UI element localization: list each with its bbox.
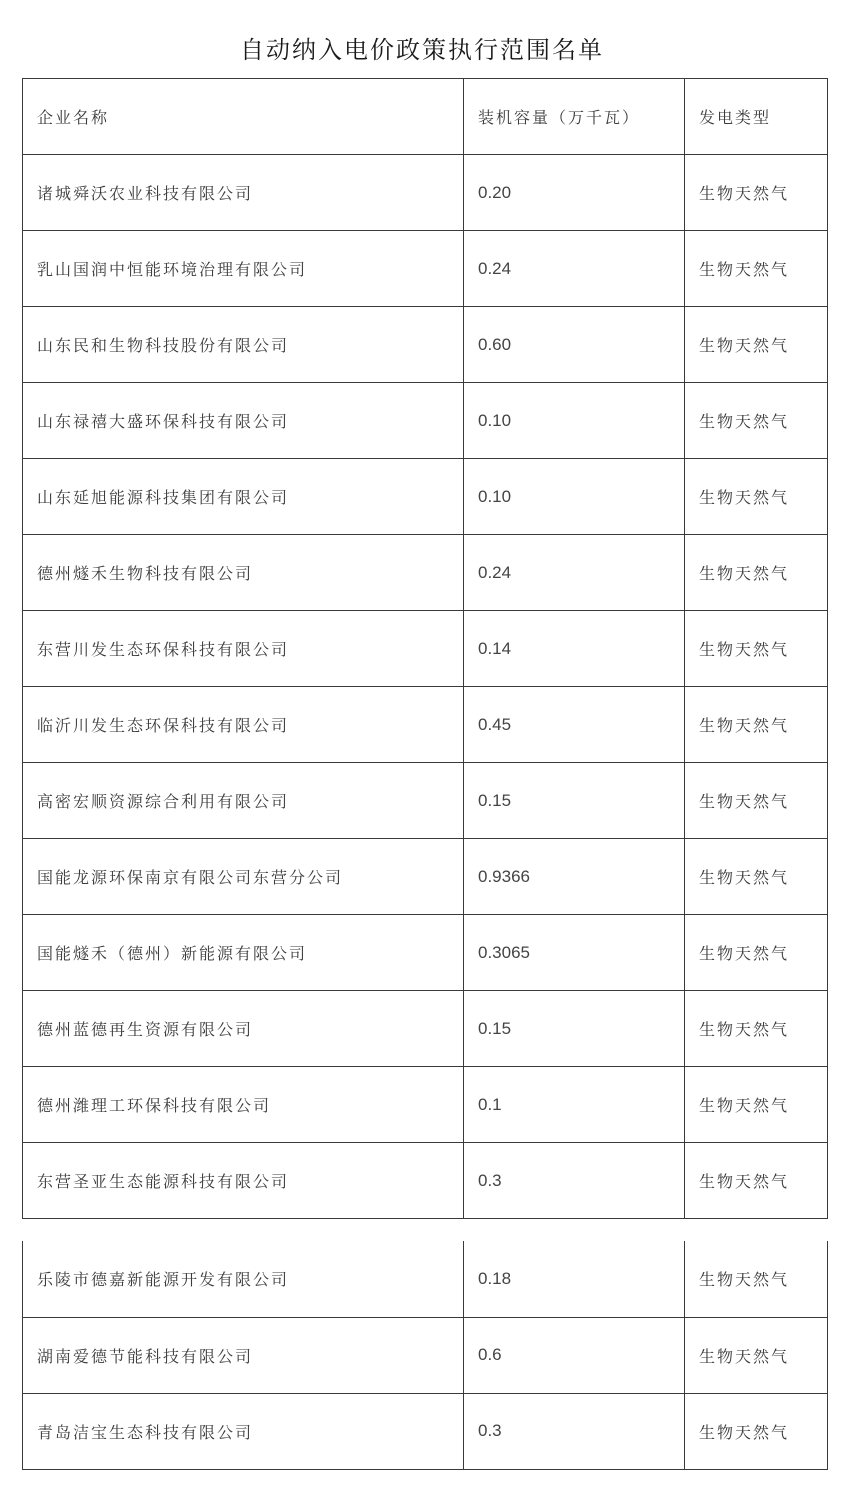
generation-type-cell: 生物天然气 (685, 459, 828, 535)
generation-type-cell: 生物天然气 (685, 839, 828, 915)
company-name-cell: 山东延旭能源科技集团有限公司 (23, 459, 464, 535)
company-name-cell: 德州潍理工环保科技有限公司 (23, 1067, 464, 1143)
table-row (23, 1393, 828, 1469)
company-name-cell: 山东禄禧大盛环保科技有限公司 (23, 383, 464, 459)
capacity-cell: 0.14 (464, 611, 685, 687)
generation-type-cell: 生物天然气 (685, 763, 828, 839)
capacity-cell: 0.10 (464, 459, 685, 535)
company-name-cell: 湖南爱德节能科技有限公司 (23, 1317, 464, 1393)
generation-type-cell: 生物天然气 (685, 1143, 828, 1219)
generation-type-cell: 生物天然气 (685, 1241, 828, 1317)
company-name-cell: 德州蓝德再生资源有限公司 (23, 991, 464, 1067)
table-row (23, 991, 828, 1067)
table-row (23, 1143, 828, 1219)
company-table-continued (22, 1241, 828, 1470)
generation-type-cell: 生物天然气 (685, 307, 828, 383)
capacity-cell: 0.3065 (464, 915, 685, 991)
table-row (23, 687, 828, 763)
company-name-cell: 山东民和生物科技股份有限公司 (23, 307, 464, 383)
capacity-cell: 0.24 (464, 231, 685, 307)
capacity-cell: 0.15 (464, 763, 685, 839)
capacity-cell: 0.9366 (464, 839, 685, 915)
capacity-cell: 0.1 (464, 1067, 685, 1143)
company-name-cell: 国能龙源环保南京有限公司东营分公司 (23, 839, 464, 915)
capacity-cell: 0.10 (464, 383, 685, 459)
capacity-cell: 0.15 (464, 991, 685, 1067)
company-name-cell: 东营川发生态环保科技有限公司 (23, 611, 464, 687)
generation-type-cell: 生物天然气 (685, 155, 828, 231)
capacity-cell: 0.24 (464, 535, 685, 611)
company-name-cell: 国能燧禾（德州）新能源有限公司 (23, 915, 464, 991)
company-name-cell: 乐陵市德嘉新能源开发有限公司 (23, 1241, 464, 1317)
capacity-cell: 0.6 (464, 1317, 685, 1393)
table-row (23, 763, 828, 839)
table-row (23, 535, 828, 611)
capacity-cell: 0.3 (464, 1393, 685, 1469)
company-name-cell: 青岛洁宝生态科技有限公司 (23, 1393, 464, 1469)
table-row (23, 383, 828, 459)
table-header-row (23, 79, 828, 155)
generation-type-cell: 生物天然气 (685, 1317, 828, 1393)
capacity-cell: 0.20 (464, 155, 685, 231)
generation-type-cell: 生物天然气 (685, 231, 828, 307)
company-name-cell: 临沂川发生态环保科技有限公司 (23, 687, 464, 763)
table-row (23, 611, 828, 687)
header-type: 发电类型 (685, 79, 828, 155)
generation-type-cell: 生物天然气 (685, 687, 828, 763)
company-name-cell: 诸城舜沃农业科技有限公司 (23, 155, 464, 231)
company-table (22, 78, 828, 1219)
generation-type-cell: 生物天然气 (685, 1393, 828, 1469)
table-row (23, 459, 828, 535)
generation-type-cell: 生物天然气 (685, 611, 828, 687)
generation-type-cell: 生物天然气 (685, 991, 828, 1067)
generation-type-cell: 生物天然气 (685, 915, 828, 991)
table-row (23, 839, 828, 915)
generation-type-cell: 生物天然气 (685, 1067, 828, 1143)
company-name-cell: 东营圣亚生态能源科技有限公司 (23, 1143, 464, 1219)
capacity-cell: 0.60 (464, 307, 685, 383)
company-name-cell: 乳山国润中恒能环境治理有限公司 (23, 231, 464, 307)
header-capacity: 装机容量（万千瓦） (464, 79, 685, 155)
table-row (23, 1241, 828, 1317)
document-title: 自动纳入电价政策执行范围名单 (240, 36, 604, 64)
generation-type-cell: 生物天然气 (685, 535, 828, 611)
table-row (23, 307, 828, 383)
table-row (23, 231, 828, 307)
table-row (23, 915, 828, 991)
header-company: 企业名称 (23, 79, 464, 155)
generation-type-cell: 生物天然气 (685, 383, 828, 459)
table-row (23, 1317, 828, 1393)
capacity-cell: 0.3 (464, 1143, 685, 1219)
company-name-cell: 高密宏顺资源综合利用有限公司 (23, 763, 464, 839)
table-row (23, 1067, 828, 1143)
company-name-cell: 德州燧禾生物科技有限公司 (23, 535, 464, 611)
capacity-cell: 0.45 (464, 687, 685, 763)
table-row (23, 155, 828, 231)
capacity-cell: 0.18 (464, 1241, 685, 1317)
